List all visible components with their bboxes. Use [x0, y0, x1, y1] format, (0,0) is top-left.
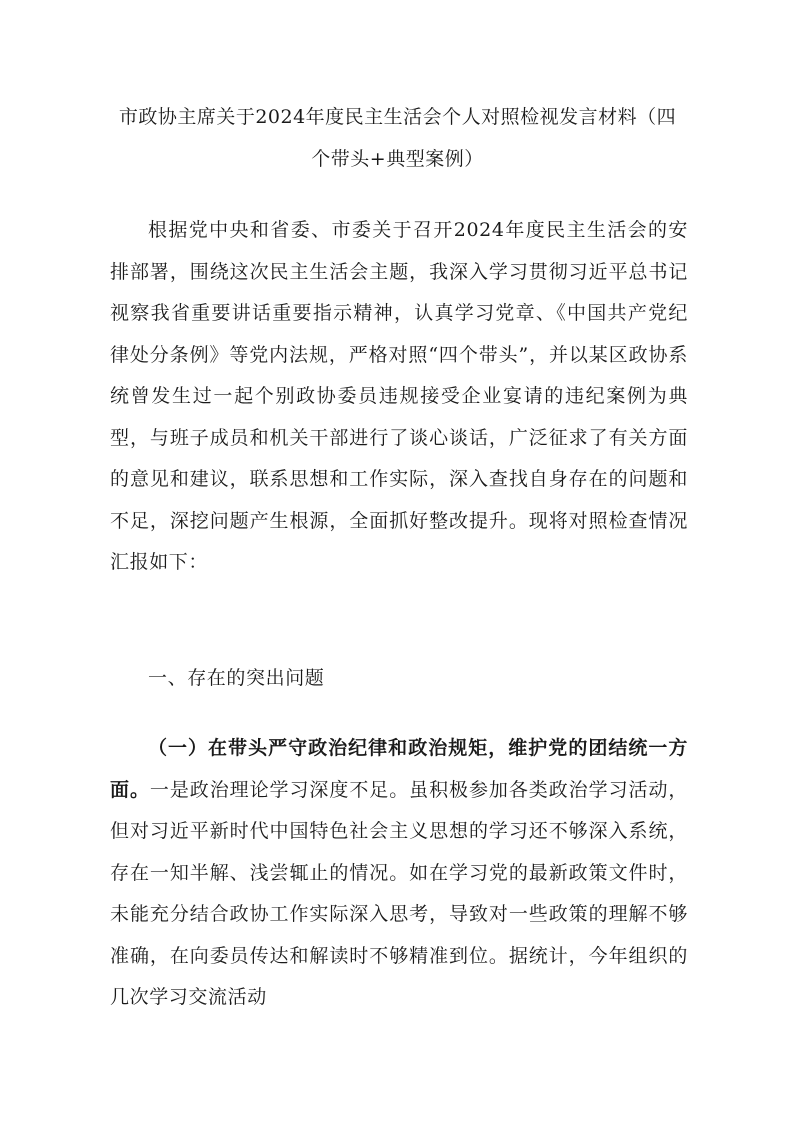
problem-1-text: 一是政治理论学习深度不足。虽积极参加各类政治学习活动，但对习近平新时代中国特色社会主义思想的学习还不够深入系统，存在一知半解、浅尝辄止的情况。如在学习党的最新政策文件时，未能充分结合政协工作实际深入思考，导致对一些政策的理解不够准确，在向委员传达和解读时不够精准到位。据统计，今年组织的几次学习交流活动	[110, 778, 689, 1008]
document-title: 市政协主席关于2024年度民主生活会个人对照检视发言材料（四个带头+典型案例）	[118, 106, 677, 170]
intro-paragraph: 根据党中央和省委、市委关于召开2024年度民主生活会的安排部署，围绕这次民主生活会主题，我深入学习贯彻习近平总书记视察我省重要讲话重要指示精神，认真学习党章、《中国共产党纪律处分条例》等党内法规，严格对照“四个带头”，并以某区政协系统曾发生过一起个别政协委员违规接受企业宴请的违纪案例为典型，与班子成员和机关干部进行了谈心谈话，广泛征求了有关方面的意见和建议，联系思想和工作实际，深入查找自身存在的问题和不足，深挖问题产生根源，全面抓好整改提升。现将对照检查情况汇报如下：	[110, 219, 688, 573]
section-heading: 一、存在的突出问题	[148, 667, 325, 689]
problem-paragraph-1	[110, 728, 688, 1019]
problem-1-heading: （一）在带头严守政治纪律和政治规矩，维护党的团结统一方面。	[110, 737, 688, 801]
